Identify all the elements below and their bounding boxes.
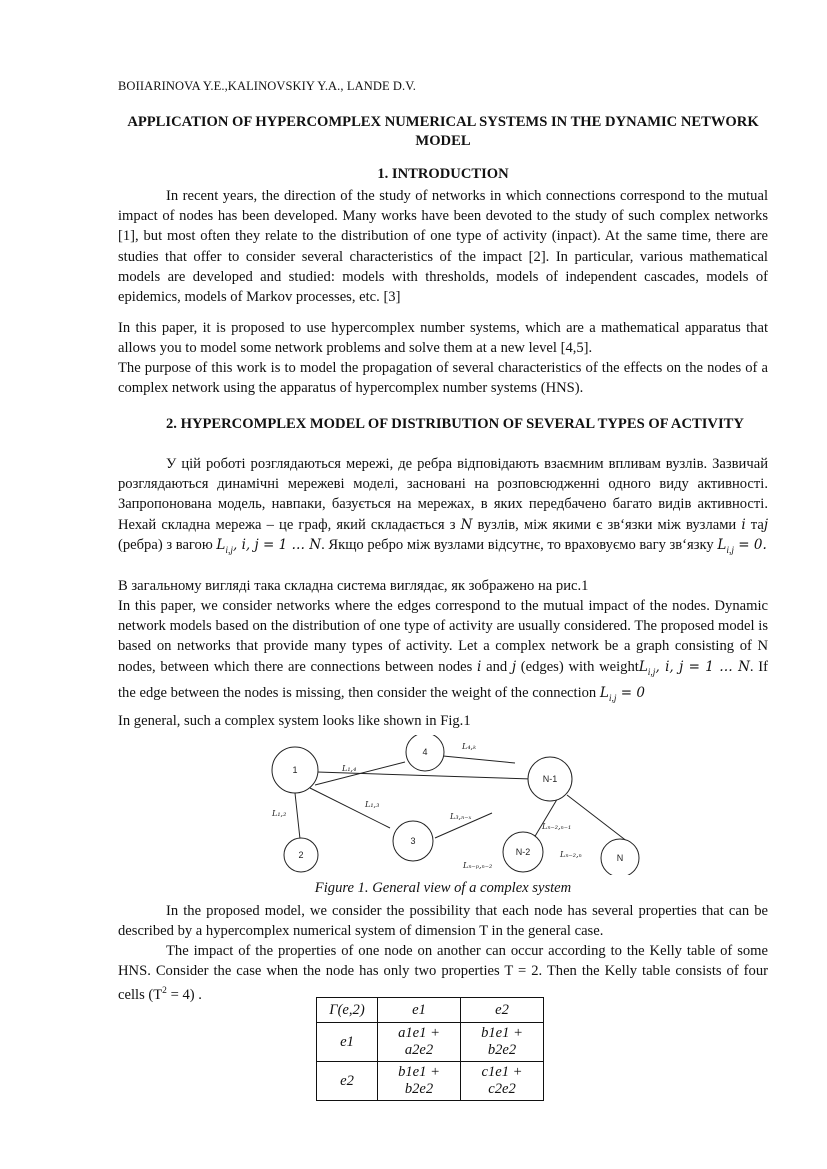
edge-label-l12: L₁,₂ <box>272 809 287 818</box>
paper-title: APPLICATION OF HYPERCOMPLEX NUMERICAL SYSTEMS IN THE DYNAMIC NETWORK MODEL <box>127 114 759 149</box>
edge-label-l14: L₁,₄ <box>342 764 357 773</box>
ukrainian-figure-ref: В загальному вигляді така складна система виглядає, як зображено на рис.1 <box>118 578 589 594</box>
node-label-4: 4 <box>422 747 428 757</box>
ua-text-d: (ребра) з вагою <box>118 536 217 553</box>
kelly-row-head: e2 <box>317 1062 378 1101</box>
en-text-b: and <box>481 658 512 675</box>
kelly-cell: c1e1 + c2e2 <box>461 1062 544 1101</box>
math-i-en: i <box>477 658 482 675</box>
english-paragraph <box>118 596 768 709</box>
math-n: N <box>460 516 473 533</box>
ua-text-c: та <box>745 516 764 533</box>
edge-n1-n <box>567 795 628 842</box>
math-ij-en: i,j <box>647 667 656 678</box>
math-ij-2: i,j <box>726 545 734 556</box>
math-l-en-2: L <box>599 684 609 701</box>
math-ij-en-2: i,j <box>608 693 617 704</box>
model-text-a: The impact of the properties of one node on another can occur according to the Kelly table of some HNS. Consider the case when the node has only two properties T = 2. Then the Kelly table consists of four cells (T <box>118 943 768 1004</box>
kelly-row-head: e1 <box>317 1023 378 1062</box>
math-l-2: L <box>717 536 727 553</box>
kelly-col-head: e2 <box>461 998 544 1023</box>
ua-text-e: . Якщо ребро між вузлами відсутнє, то враховуємо вагу зв‘язку <box>321 536 718 553</box>
edge-label-l3nx: L₃,ₙ₋ₓ <box>450 812 472 821</box>
kelly-row <box>317 1062 544 1101</box>
kelly-header-row <box>317 998 544 1023</box>
edge-label-l13: L₁,₃ <box>365 800 380 809</box>
section-2-heading: 2. HYPERCOMPLEX MODEL OF DISTRIBUTION OF SEVERAL TYPES OF ACTIVITY <box>166 416 744 432</box>
kelly-row <box>317 1023 544 1062</box>
node-label-n2: N-2 <box>515 847 531 857</box>
section-1-heading: 1. INTRODUCTION <box>377 166 509 182</box>
edge-label-ln2n: Lₙ₋₂,ₙ <box>560 850 582 859</box>
network-diagram <box>270 735 640 875</box>
math-range-en: , i, j = 1 … N <box>655 658 750 675</box>
math-i: i <box>741 516 746 533</box>
kelly-cell: b1e1 + b2e2 <box>378 1062 461 1101</box>
model-paragraph-2 <box>118 941 768 1005</box>
intro-paragraph-1: In recent years, the direction of the study of networks in which connections correspond to the mutual impact of nodes has been developed. Many works have been devoted to the study of such complex networks [1], but most often they relate to the distribution of one type of activity (inpact). At the same time, there are studies that offer to consider several characteristics of the impact [2]. In particular, various mathematical models are developed and studied: models with thresholds, models of independent cascades, models of epidemics, models of Markov processes, etc. [3] <box>118 188 768 306</box>
math-range: , i, j = 1 … N <box>233 536 322 553</box>
edge-1-n1 <box>317 772 532 779</box>
intro-paragraph-2: In this paper, it is proposed to use hypercomplex number systems, which are a mathematical apparatus that allows you to model some network problems and solve them at a new level [4,5]. <box>118 320 768 357</box>
math-j: j <box>763 516 769 533</box>
math-sup2: 2 <box>162 986 167 997</box>
ua-text-b: вузлів, між якими є зв‘язки між вузлами <box>472 516 742 533</box>
kelly-table <box>316 997 544 1101</box>
model-paragraph-1: In the proposed model, we consider the possibility that each node has several properties that can be described by a hypercomplex numerical system of dimension T in the general case. <box>118 903 768 940</box>
figure-caption: Figure 1. General view of a complex system <box>314 880 572 896</box>
kelly-cell: a1e1 + a2e2 <box>378 1023 461 1062</box>
kelly-corner: Γ(e,2) <box>317 998 378 1023</box>
ua-text-a: У цій роботі розглядаються мережі, де ребра відповідають взаємним впливам вузлів. Зазвичай розглядаються динамічні мережеві моделі, засновані на розповсюдженні одного виду активності. Запропонована модель, навпаки, базується на мережах, в яких передбачено багато видів активності. Нехай складна мережа – це граф, який складається з <box>118 456 768 533</box>
authors-line: BOIIARINOVA Y.E.,KALINOVSKIY Y.A., LANDE D.V. <box>118 79 417 93</box>
math-zero-en: = 0 <box>616 684 645 701</box>
node-label-n1: N-1 <box>542 774 558 784</box>
en-text-d: . If the edge between the nodes is missing, then consider the weight of the connection <box>118 658 768 701</box>
en-text-c: (edges) with weight <box>516 658 639 675</box>
edge-4-k <box>443 756 515 763</box>
node-label-3: 3 <box>410 836 416 846</box>
math-zero: = 0. <box>733 536 767 553</box>
node-label-n: N <box>616 853 624 863</box>
edge-label-lnpn2: Lₙ₋ₚ,ₙ₋₂ <box>463 861 493 870</box>
edge-label-ln2n1: Lₙ₋₂,ₙ₋₁ <box>542 822 572 831</box>
kelly-cell: b1e1 + b2e2 <box>461 1023 544 1062</box>
ukrainian-paragraph <box>118 454 768 561</box>
node-label-1: 1 <box>292 765 298 775</box>
kelly-col-head: e1 <box>378 998 461 1023</box>
math-l: L <box>216 536 226 553</box>
intro-paragraph-3: The purpose of this work is to model the propagation of several characteristics of the effects on the nodes of a complex network using the apparatus of hypercomplex number systems (HNS). <box>118 360 768 397</box>
node-label-2: 2 <box>298 850 304 860</box>
english-figure-ref: In general, such a complex system looks like shown in Fig.1 <box>118 713 471 729</box>
math-l-en: L <box>638 658 648 675</box>
model-text-b: = 4) . <box>166 987 202 1004</box>
math-j-en: j <box>511 658 517 675</box>
math-ij: i,j <box>225 545 234 556</box>
edge-label-l4k: L₄,ₖ <box>462 742 476 751</box>
en-text-a: In this paper, we consider networks where the edges correspond to the mutual impact of the nodes. Dynamic network models based on the distribution of one type of activity are usually considered. The proposed model is based on networks that provide many types of activity. Let a complex network be a graph consisting of N nodes, between which there are connections between nodes <box>118 598 768 675</box>
edge-1-2 <box>295 793 300 839</box>
